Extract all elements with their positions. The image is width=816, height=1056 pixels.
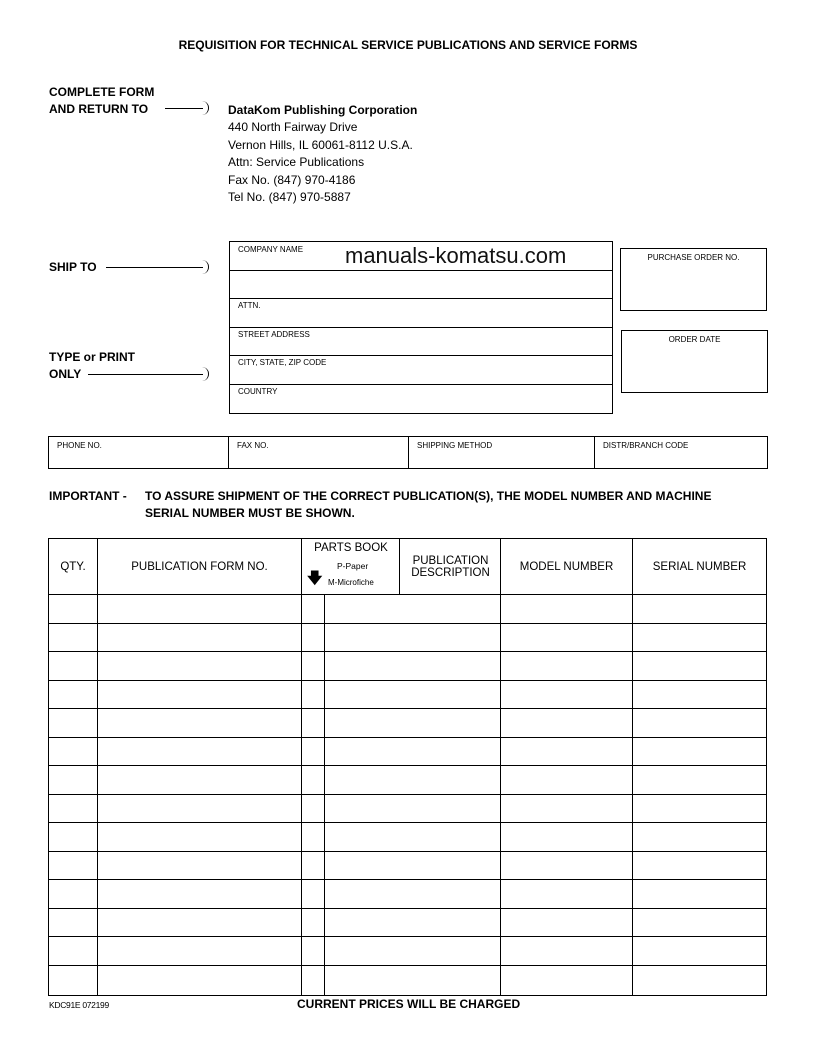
phone-field[interactable] xyxy=(49,437,229,468)
field-label: ATTN. xyxy=(238,301,261,310)
form-no-cell[interactable] xyxy=(98,652,301,680)
qty-cell[interactable] xyxy=(49,966,97,995)
qty-cell[interactable] xyxy=(49,652,97,680)
media-code-cell[interactable] xyxy=(302,880,324,908)
arrow-icon xyxy=(165,108,203,109)
media-code-cell[interactable] xyxy=(302,909,324,937)
table-row xyxy=(49,709,766,738)
table-row xyxy=(49,681,766,710)
description-cell[interactable] xyxy=(325,880,500,908)
serial-cell[interactable] xyxy=(633,937,766,965)
description-cell[interactable] xyxy=(325,909,500,937)
description-cell[interactable] xyxy=(325,823,500,851)
qty-cell[interactable] xyxy=(49,624,97,652)
prices-notice: CURRENT PRICES WILL BE CHARGED xyxy=(297,997,521,1011)
model-cell[interactable] xyxy=(501,880,632,908)
serial-cell[interactable] xyxy=(633,681,766,709)
return-to-label: AND RETURN TO xyxy=(49,102,149,116)
phone-label: PHONE NO. xyxy=(57,441,102,450)
form-no-cell[interactable] xyxy=(98,624,301,652)
fax-line: Fax No. (847) 970-4186 xyxy=(228,172,356,187)
form-no-cell[interactable] xyxy=(98,909,301,937)
table-row xyxy=(49,937,766,966)
serial-cell[interactable] xyxy=(633,766,766,794)
qty-cell[interactable] xyxy=(49,738,97,766)
form-no-cell[interactable] xyxy=(98,880,301,908)
attn-field[interactable] xyxy=(230,298,612,328)
qty-cell[interactable] xyxy=(49,937,97,965)
serial-cell[interactable] xyxy=(633,909,766,937)
table-row xyxy=(49,880,766,909)
model-cell[interactable] xyxy=(501,681,632,709)
purchase-order-label: PURCHASE ORDER NO. xyxy=(647,253,740,262)
description-cell[interactable] xyxy=(325,966,500,995)
table-row xyxy=(49,766,766,795)
serial-cell[interactable] xyxy=(633,595,766,623)
header-serial: SERIAL NUMBER xyxy=(652,561,747,573)
description-cell[interactable] xyxy=(325,937,500,965)
serial-cell[interactable] xyxy=(633,624,766,652)
city-state-zip-field[interactable] xyxy=(230,355,612,385)
description-cell[interactable] xyxy=(325,595,500,623)
contact-row xyxy=(48,436,768,469)
address-line: 440 North Fairway Drive xyxy=(228,120,358,134)
form-no-cell[interactable] xyxy=(98,738,301,766)
order-date-field[interactable] xyxy=(621,330,768,393)
description-cell[interactable] xyxy=(325,624,500,652)
company-name-line2-field[interactable] xyxy=(230,270,612,299)
media-code-cell[interactable] xyxy=(302,652,324,680)
branch-code-label: DISTR/BRANCH CODE xyxy=(603,441,689,450)
field-label: STREET ADDRESS xyxy=(238,330,310,339)
header-description: PUBLICATION DESCRIPTION xyxy=(411,555,490,579)
serial-cell[interactable] xyxy=(633,880,766,908)
qty-cell[interactable] xyxy=(49,880,97,908)
form-no-cell[interactable] xyxy=(98,595,301,623)
shipping-method-field[interactable] xyxy=(409,437,594,468)
media-code-cell[interactable] xyxy=(302,852,324,880)
model-cell[interactable] xyxy=(501,595,632,623)
shipping-method-label: SHIPPING METHOD xyxy=(417,441,493,450)
qty-cell[interactable] xyxy=(49,823,97,851)
order-date-label: ORDER DATE xyxy=(668,335,721,344)
serial-cell[interactable] xyxy=(633,738,766,766)
form-no-cell[interactable] xyxy=(98,681,301,709)
media-code-cell[interactable] xyxy=(302,795,324,823)
table-row xyxy=(49,624,766,653)
form-no-cell[interactable] xyxy=(98,795,301,823)
form-no-cell[interactable] xyxy=(98,852,301,880)
media-code-cell[interactable] xyxy=(302,681,324,709)
model-cell[interactable] xyxy=(501,709,632,737)
qty-cell[interactable] xyxy=(49,595,97,623)
branch-code-field[interactable] xyxy=(595,437,767,468)
table-row xyxy=(49,909,766,938)
media-code-cell[interactable] xyxy=(302,823,324,851)
form-no-cell[interactable] xyxy=(98,823,301,851)
important-label: IMPORTANT - xyxy=(49,489,127,503)
media-code-cell[interactable] xyxy=(302,766,324,794)
table-row xyxy=(49,823,766,852)
model-cell[interactable] xyxy=(501,937,632,965)
qty-cell[interactable] xyxy=(49,709,97,737)
table-row xyxy=(49,966,766,995)
tel-line: Tel No. (847) 970-5887 xyxy=(228,190,351,204)
type-print-label: TYPE or PRINT xyxy=(49,350,136,364)
media-code-cell[interactable] xyxy=(302,709,324,737)
model-cell[interactable] xyxy=(501,738,632,766)
table-row xyxy=(49,595,766,624)
model-cell[interactable] xyxy=(501,823,632,851)
form-code: KDC91E 072199 xyxy=(49,1000,109,1010)
table-row xyxy=(49,852,766,881)
return-company: DataKom Publishing Corporation xyxy=(228,103,418,117)
serial-cell[interactable] xyxy=(633,966,766,995)
arrow-icon xyxy=(106,267,203,268)
qty-cell[interactable] xyxy=(49,909,97,937)
form-no-cell[interactable] xyxy=(98,766,301,794)
address-line: Vernon Hills, IL 60061-8112 U.S.A. xyxy=(228,137,413,152)
model-cell[interactable] xyxy=(501,795,632,823)
description-cell[interactable] xyxy=(325,852,500,880)
model-cell[interactable] xyxy=(501,909,632,937)
header-model: MODEL NUMBER xyxy=(519,561,614,573)
model-cell[interactable] xyxy=(501,966,632,995)
field-label: COMPANY NAME xyxy=(238,245,304,254)
down-arrow-icon: 🡇 xyxy=(307,570,323,587)
header-parts-book: PARTS BOOK xyxy=(314,542,388,554)
description-cell[interactable] xyxy=(325,709,500,737)
description-cell[interactable] xyxy=(325,738,500,766)
header-qty: QTY. xyxy=(60,561,86,573)
serial-cell[interactable] xyxy=(633,709,766,737)
media-code-cell[interactable] xyxy=(302,738,324,766)
field-label: COUNTRY xyxy=(238,387,278,396)
table-row xyxy=(49,795,766,824)
qty-cell[interactable] xyxy=(49,766,97,794)
street-address-field[interactable] xyxy=(230,327,612,356)
publications-table xyxy=(48,538,767,996)
important-line2: SERIAL NUMBER MUST BE SHOWN. xyxy=(145,506,355,520)
media-code-cell[interactable] xyxy=(302,595,324,623)
paper-code: P-Paper xyxy=(337,561,369,571)
model-cell[interactable] xyxy=(501,624,632,652)
description-cell[interactable] xyxy=(325,652,500,680)
microfiche-code: M-Microfiche xyxy=(328,578,374,587)
watermark: manuals-komatsu.com xyxy=(345,243,567,268)
purchase-order-field[interactable] xyxy=(620,248,767,311)
model-cell[interactable] xyxy=(501,766,632,794)
description-cell[interactable] xyxy=(325,795,500,823)
serial-cell[interactable] xyxy=(633,652,766,680)
arrow-icon xyxy=(88,374,203,375)
country-field[interactable] xyxy=(230,384,612,412)
form-no-cell[interactable] xyxy=(98,937,301,965)
form-title: REQUISITION FOR TECHNICAL SERVICE PUBLICATIONS AND SERVICE FORMS xyxy=(178,38,638,52)
model-cell[interactable] xyxy=(501,652,632,680)
serial-cell[interactable] xyxy=(633,795,766,823)
ship-to-label: SHIP TO xyxy=(49,260,97,274)
serial-cell[interactable] xyxy=(633,823,766,851)
qty-cell[interactable] xyxy=(49,681,97,709)
field-label: CITY, STATE, ZIP CODE xyxy=(238,358,327,367)
table-row xyxy=(49,652,766,681)
address-line: Attn: Service Publications xyxy=(228,155,365,169)
description-cell[interactable] xyxy=(325,766,500,794)
description-cell[interactable] xyxy=(325,681,500,709)
form-no-cell[interactable] xyxy=(98,709,301,737)
qty-cell[interactable] xyxy=(49,852,97,880)
serial-cell[interactable] xyxy=(633,852,766,880)
model-cell[interactable] xyxy=(501,852,632,880)
header-form-no: PUBLICATION FORM NO. xyxy=(131,561,268,573)
media-code-cell[interactable] xyxy=(302,966,324,995)
media-code-cell[interactable] xyxy=(302,624,324,652)
complete-form-label: COMPLETE FORM xyxy=(49,85,155,99)
table-row xyxy=(49,738,766,767)
qty-cell[interactable] xyxy=(49,795,97,823)
fax-label: FAX NO. xyxy=(237,441,269,450)
media-code-cell[interactable] xyxy=(302,937,324,965)
only-label: ONLY xyxy=(49,367,82,381)
form-no-cell[interactable] xyxy=(98,966,301,995)
important-line1: TO ASSURE SHIPMENT OF THE CORRECT PUBLICATION(S), THE MODEL NUMBER AND MACHINE xyxy=(145,489,712,503)
fax-field[interactable] xyxy=(229,437,409,468)
